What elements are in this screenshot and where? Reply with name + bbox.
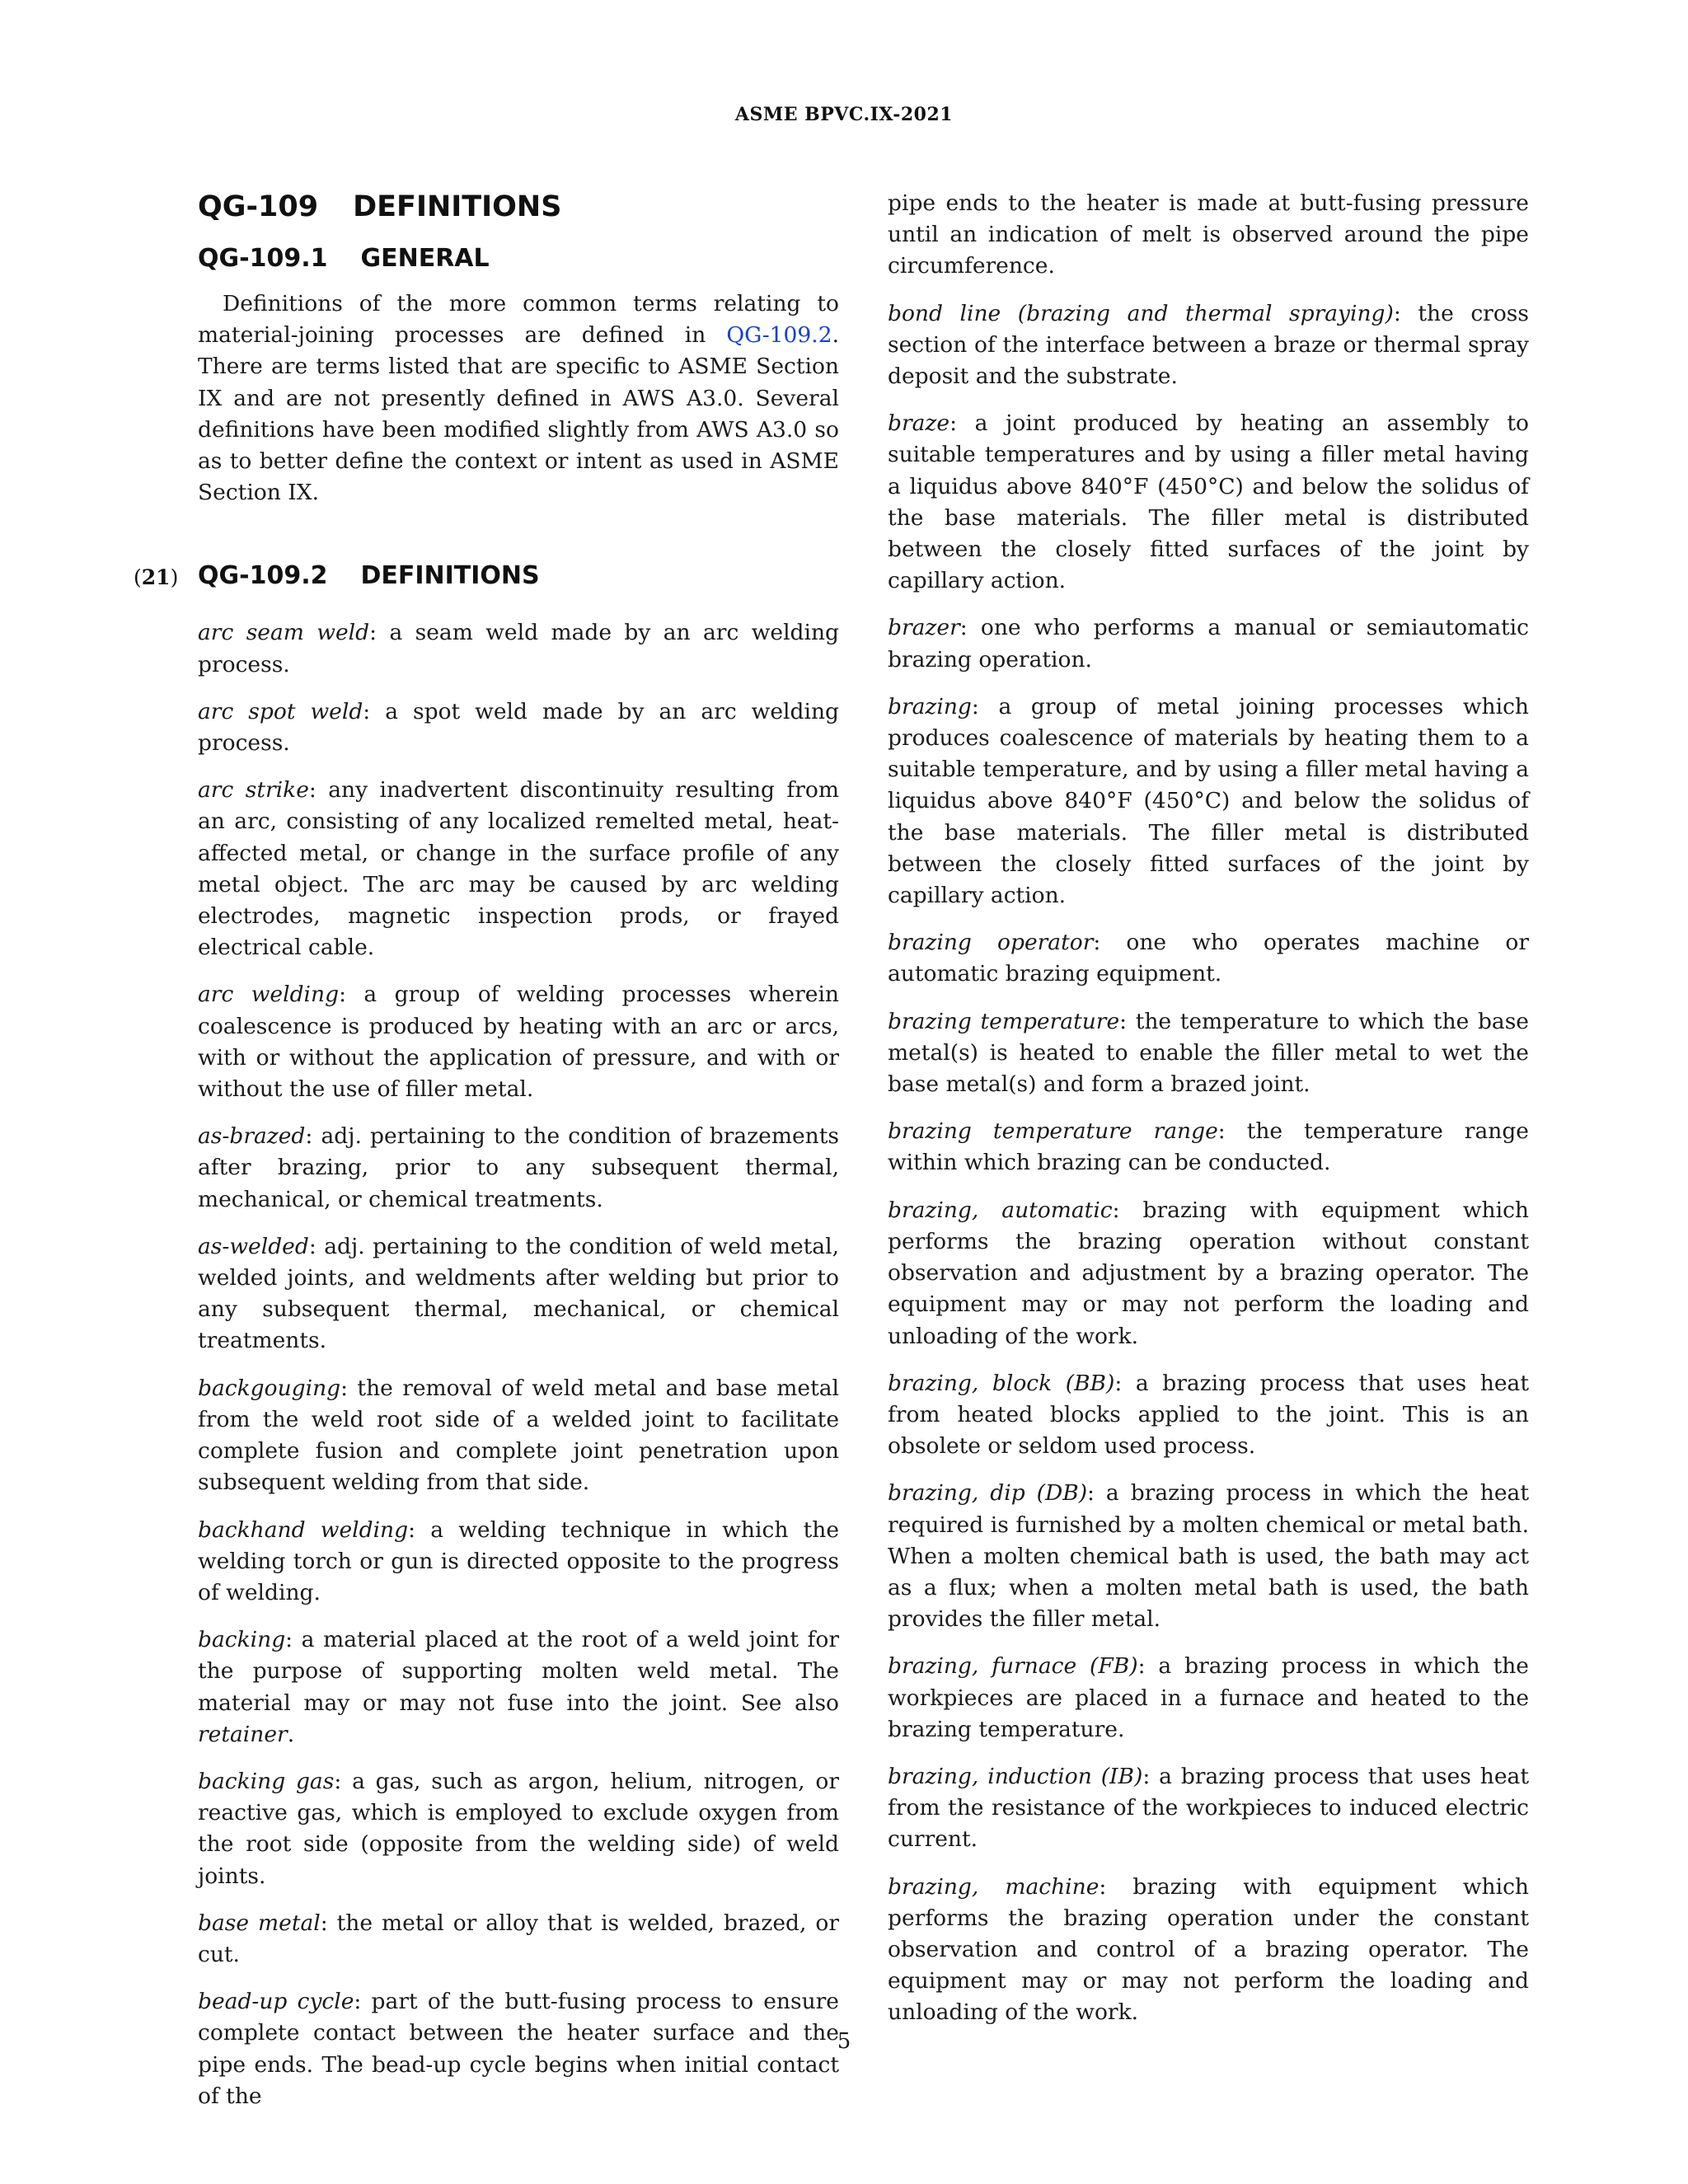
definition-entry xyxy=(888,691,1529,912)
definition-entry xyxy=(198,979,839,1105)
definition-entry xyxy=(198,1121,839,1216)
definition-entry xyxy=(888,927,1529,990)
definition-entry xyxy=(888,1478,1529,1635)
definition-text: : the removal of weld metal and base metal from the weld root side of a welded joint to facilitate complete fusion and complete joint penetration upon subsequent welding from that side. xyxy=(198,1375,839,1496)
definition-term: arc strike xyxy=(198,777,309,804)
definitions-number: QG-109.2 xyxy=(198,561,328,591)
definition-tail: . xyxy=(287,1721,295,1747)
definition-text: : part of the butt-fusing process to ensure complete contact between the heater surface and the pipe ends. The bead-up cycle begins when initial contact of the xyxy=(198,1989,839,2109)
right-definitions-list xyxy=(888,298,1529,2029)
left-column xyxy=(134,188,840,2128)
definition-term: backing xyxy=(198,1627,286,1653)
definition-text: : the temperature range within which brazing can be conducted. xyxy=(888,1118,1529,1176)
definition-term: brazing, dip (DB) xyxy=(888,1480,1088,1507)
definition-text: : a joint produced by heating an assembly to suitable temperatures and by using a filler metal having a liquidus above 840°F (450°C) and below the solidus of the base materials. The filler metal is distributed between the closely fitted surfaces of the joint by capillary action. xyxy=(888,410,1529,594)
definition-text: : adj. pertaining to the condition of weld metal, welded joints, and weldments after welding but prior to any subsequent thermal, mechanical, or chemical treatments. xyxy=(198,1233,839,1354)
definition-term: backhand welding xyxy=(198,1516,409,1543)
general-paragraph xyxy=(198,288,839,509)
definition-entry xyxy=(888,1872,1529,2029)
definition-text: : a welding technique in which the welding torch or gun is directed opposite to the progress of welding. xyxy=(198,1516,839,1605)
definition-text: : a seam weld made by an arc welding process. xyxy=(198,620,840,677)
definition-entry xyxy=(888,1368,1529,1463)
definition-term: arc spot weld xyxy=(198,698,363,724)
definition-term: arc seam weld xyxy=(198,620,370,646)
definition-term: backing gas xyxy=(198,1768,335,1794)
definition-text: : brazing with equipment which performs the brazing operation without constant observation and adjustment by a brazing operator. The equipment may or may not perform the loading and unloading of the work. xyxy=(888,1197,1530,1349)
general-title: GENERAL xyxy=(360,244,490,273)
definition-entry xyxy=(198,1908,839,1971)
definition-term: brazing, furnace (FB) xyxy=(888,1653,1138,1680)
definition-entry xyxy=(198,1373,839,1499)
left-definitions-list xyxy=(198,617,839,2112)
general-heading xyxy=(198,242,839,275)
definition-entry xyxy=(198,1515,839,1610)
definition-entry xyxy=(888,1651,1529,1746)
definition-term: bead-up cycle xyxy=(198,1989,354,2015)
definition-term: brazing, induction (IB) xyxy=(888,1763,1143,1789)
definition-term: arc welding xyxy=(198,982,340,1008)
definition-text: : one who operates machine or automatic brazing equipment. xyxy=(888,930,1529,987)
definition-term: brazer xyxy=(888,615,960,641)
definition-text: : a gas, such as argon, helium, nitrogen, or reactive gas, which is employed to exclude oxygen from the root side (opposite from the welding side) of weld joints. xyxy=(198,1768,839,1889)
section-heading xyxy=(198,188,839,226)
definitions-heading xyxy=(134,560,839,593)
definition-text: : a group of welding processes wherein coalescence is produced by heating with an arc or arcs, with or without the application of pressure, and with or without the use of filler metal. xyxy=(198,982,840,1103)
running-header: ASME BPVC.IX-2021 xyxy=(734,104,954,125)
definition-term: brazing, machine xyxy=(888,1873,1100,1900)
definition-term: brazing, automatic xyxy=(888,1197,1113,1223)
definition-reference: retainer xyxy=(198,1721,288,1747)
continued-definition-text: pipe ends to the heater is made at butt-fusing pressure until an indication of melt is observed around the pipe circumference. xyxy=(888,190,1529,279)
cross-reference-link[interactable]: QG-109.2 xyxy=(726,322,832,349)
definition-entry xyxy=(888,1006,1529,1101)
revision-marker: (21) xyxy=(134,565,179,590)
definition-text: : a brazing process in which the heat required is furnished by a molten chemical or metal bath. When a molten chemical bath is used, the bath may act as a flux; when a molten metal bath is used, the bath provides the filler metal. xyxy=(888,1480,1529,1633)
definition-entry xyxy=(198,617,839,680)
definition-term: as-brazed xyxy=(198,1123,306,1150)
definition-entry xyxy=(888,612,1529,675)
definition-term: braze xyxy=(888,410,950,437)
definition-term: brazing, block (BB) xyxy=(888,1370,1115,1396)
definition-text: : a brazing process that uses heat from heated blocks applied to the joint. This is an obsolete or seldom used process. xyxy=(888,1370,1529,1460)
definition-text: : any inadvertent discontinuity resulting from an arc, consisting of any localized remelted metal, heat-affected metal, or change in the surface profile of any metal object. The arc may be caused by arc welding electrodes, magnetic inspection prods, or frayed electrical cable. xyxy=(198,777,839,961)
general-text-end: . There are terms listed that are specific to ASME Section IX and are not presently defined in AWS A3.0. Several definitions have been modified slightly from AWS A3.0 so as to better define the context or intent as used in ASME Section IX. xyxy=(198,322,839,506)
definition-term: as-welded xyxy=(198,1233,309,1259)
definition-text: : a group of metal joining processes which produces coalescence of materials by heating them to a suitable temperature, and by using a filler metal having a liquidus above 840°F (450°C) and below the solidus of the base materials. The filler metal is distributed between the closely fitted surfaces of the joint by capillary action. xyxy=(888,693,1529,909)
definition-term: brazing temperature range xyxy=(888,1118,1218,1145)
definition-entry xyxy=(888,1761,1529,1856)
definition-text: : a material placed at the root of a weld joint for the purpose of supporting molten weld metal. The material may or may not fuse into the joint. See also xyxy=(198,1627,839,1716)
definition-text: : a brazing process in which the workpieces are placed in a furnace and heated to the brazing temperature. xyxy=(888,1653,1529,1742)
definition-entry xyxy=(888,1195,1529,1352)
definition-text: : the cross section of the interface between a braze or thermal spray deposit and the substrate. xyxy=(888,300,1529,390)
definition-text: : one who performs a manual or semiautomatic brazing operation. xyxy=(888,615,1529,673)
definition-entry xyxy=(198,1231,839,1357)
definition-entry xyxy=(198,1766,839,1892)
definitions-title: DEFINITIONS xyxy=(360,561,540,591)
page-number: 5 xyxy=(837,2029,851,2054)
section-number: QG-109 xyxy=(198,190,319,223)
definition-entry xyxy=(888,408,1529,597)
definition-entry xyxy=(198,1624,839,1750)
definition-text: : the temperature to which the base metal(s) is heated to enable the filler metal to wet the base metal(s) and form a brazed joint. xyxy=(888,1008,1529,1098)
definition-text: : adj. pertaining to the condition of brazements after brazing, prior to any subsequent thermal, mechanical, or chemical treatments. xyxy=(198,1123,839,1212)
definition-entry xyxy=(888,1116,1529,1179)
general-number: QG-109.1 xyxy=(198,244,328,273)
definition-term: brazing operator xyxy=(888,930,1094,956)
definition-text: : a brazing process that uses heat from the resistance of the workpieces to induced electric current. xyxy=(888,1763,1529,1853)
definition-term: bond line (brazing and thermal spraying) xyxy=(888,300,1394,326)
general-text-start: Definitions of the more common terms relating to material-joining processes are defined in xyxy=(198,291,839,349)
definition-text: : the metal or alloy that is welded, brazed, or cut. xyxy=(198,1910,839,1967)
definition-term: backgouging xyxy=(198,1375,341,1401)
definition-term: brazing xyxy=(888,693,972,719)
definition-entry xyxy=(198,775,839,963)
definition-term: base metal xyxy=(198,1910,321,1936)
definition-text: : brazing with equipment which performs the brazing operation under the constant observation and control of a brazing operator. The equipment may or may not perform the loading and unloading of the work. xyxy=(888,1873,1529,2026)
definition-term: brazing temperature xyxy=(888,1008,1120,1034)
section-title: DEFINITIONS xyxy=(353,190,562,223)
definition-entry xyxy=(888,298,1529,393)
right-column xyxy=(888,188,1529,2045)
definition-text: : a spot weld made by an arc welding process. xyxy=(198,698,839,757)
definition-entry xyxy=(198,696,839,759)
